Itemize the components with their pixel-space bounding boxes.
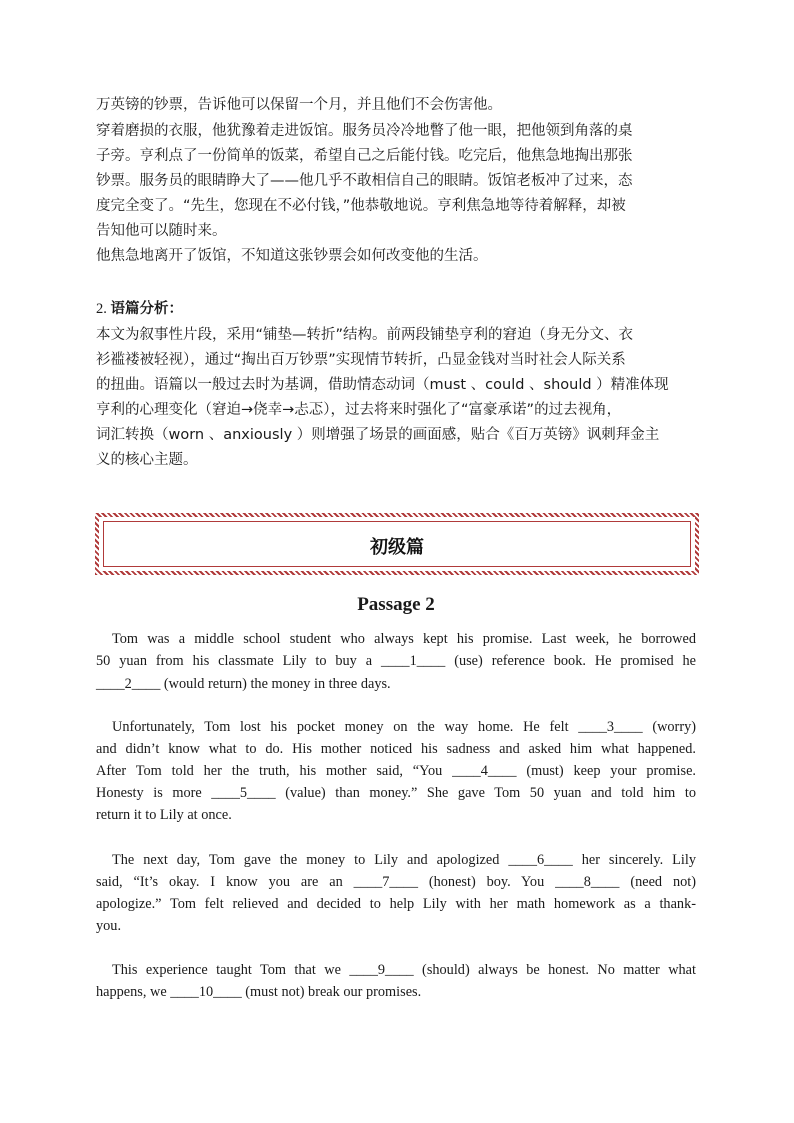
passage-line-3: ____2____ (would return) the money in three days. — [96, 676, 391, 692]
passage-line-12: you. — [96, 918, 122, 934]
passage-line-9: The next day, Tom gave the money to Lily and apologized ____6____ her sincerely. Lily — [112, 852, 696, 868]
analysis-heading — [96, 298, 696, 320]
analysis-line-5: 词汇转换（worn 、anxiously ）则增强了场景的画面感，贴合《百万英镑》讽刺拜金主 — [96, 427, 660, 443]
analysis-line-4: 亨利的心理变化（窘迫→侥幸→忐忑），过去将来时强化了“富豪承诺”的过去视角， — [96, 402, 622, 418]
analysis-line-6: 义的核心主题。 — [96, 452, 198, 468]
analysis-line-1: 本文为叙事性片段，采用“铺垫—转折”结构。前两段铺垫亨利的窘迫（身无分文、衣 — [96, 327, 634, 343]
intro-line-7: 他焦急地离开了饭馆，不知道这张钞票会如何改变他的生活。 — [96, 248, 488, 264]
intro-line-1: 万英镑的钞票，告诉他可以保留一个月，并且他们不会伤害他。 — [96, 97, 502, 113]
passage-line-4: Unfortunately, Tom lost his pocket money on the way home. He felt ____3____ (worry) — [112, 719, 696, 735]
section-banner — [95, 513, 699, 575]
passage-line-6: After Tom told her the truth, his mother said, “You ____4____ (must) keep your promise. — [96, 763, 696, 779]
analysis-heading-text: 语篇分析： — [110, 301, 183, 317]
analysis-line-2: 衫褴褛被轻视），通过“掏出百万钞票”实现情节转折，凸显金钱对当时社会人际关系 — [96, 352, 626, 368]
banner-title: 初级篇 — [370, 537, 424, 558]
passage-line-1: Tom was a middle school student who always kept his promise. Last week, he borrowed — [112, 631, 696, 647]
passage-line-14: happens, we ____10____ (must not) break our promises. — [96, 984, 422, 1000]
passage-line-7: Honesty is more ____5____ (value) than money.” She gave Tom 50 yuan and told him to — [96, 785, 696, 801]
intro-line-2: 穿着磨损的衣服，他犹豫着走进饭馆。服务员冷冷地瞥了他一眼，把他领到角落的桌 — [96, 123, 633, 139]
passage-line-5: and didn’t know what to do. His mother noticed his sadness and asked him what happened. — [96, 741, 696, 757]
intro-line-3: 子旁。亨利点了一份简单的饭菜，希望自己之后能付钱。吃完后，他焦急地掏出那张 — [96, 148, 633, 164]
passage-line-8: return it to Lily at once. — [96, 807, 232, 823]
analysis-line-3: 的扭曲。语篇以一般过去时为基调，借助情态动词（must 、could 、should ）精准体现 — [96, 377, 669, 393]
passage-title: Passage 2 — [357, 594, 435, 615]
intro-line-4: 钞票。服务员的眼睛睁大了——他几乎不敢相信自己的眼睛。饭馆老板冲了过来，态 — [96, 173, 633, 189]
analysis-number: 2. — [96, 301, 111, 317]
passage-line-2: 50 yuan from his classmate Lily to buy a ____1____ (use) reference book. He promised he — [96, 653, 696, 669]
intro-line-5: 度完全变了。“先生，您现在不必付钱，”他恭敬地说。亨利焦急地等待着解释，却被 — [96, 198, 626, 214]
passage-line-10: said, “It’s okay. I know you are an ____7____ (honest) boy. You ____8____ (need not) — [96, 874, 696, 890]
intro-line-6: 告知他可以随时来。 — [96, 223, 227, 239]
passage-line-11: apologize.” Tom felt relieved and decided to help Lily with her math homework as a thank- — [96, 896, 696, 912]
passage-line-13: This experience taught Tom that we ____9____ (should) always be honest. No matter what — [112, 962, 696, 978]
